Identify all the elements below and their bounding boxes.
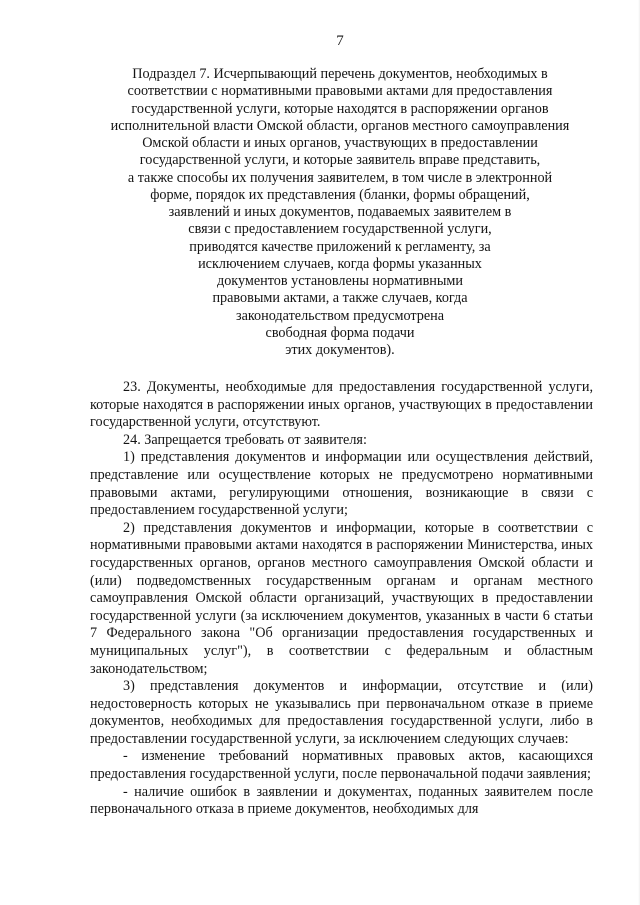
heading-line: этих документов). [285, 342, 395, 358]
list-item-2: 2) представления документов и информации, которые в соответствии с нормативными правовыми актами находятся в распоряжении Министерства, иных государственных органов, органов местного самоуправления Омской области и (или) подведомственных государственным органам и органам местного самоуправления Омской области организаций, участвующих в предоставлении государственной услуги (за исключением документов, указанных в части 6 статьи 7 Федерального закона "Об организации предоставления государственных и муниципальных услуг"), в соответствии с федеральным и областным законодательством; [90, 519, 593, 677]
heading-line: государственной услуги, и которые заявитель вправе представить, [139, 152, 541, 169]
list-item-3: 3) представления документов и информации, отсутствие и (или) недостоверность которых не указывались при первоначальном отказе в приеме документов, необходимых для предоставления государственной услуги, либо в предоставлении государственной услуги, за исключением следующих случаев: [90, 678, 593, 747]
page-number: 7 [336, 33, 344, 49]
heading-line: свободная форма подачи [265, 324, 415, 341]
heading-line: законодательством предусмотрена [235, 307, 445, 324]
heading-line: документов установлены нормативными [216, 273, 463, 289]
heading-line: исполнительной власти Омской области, органов местного самоуправления [110, 117, 570, 134]
subsection-heading [90, 66, 590, 359]
heading-line: приводятся качестве приложений к регламенту, за [189, 238, 491, 255]
exception-item: - изменение требований нормативных правовых актов, касающихся предоставления государственной услуги, после первоначальной подачи заявления; [90, 748, 593, 783]
heading-line: правовыми актами, а также случаев, когда [212, 290, 468, 307]
document-body [90, 379, 593, 819]
exception-item: - наличие ошибок в заявлении и документах, поданных заявителем после первоначального отказа в приеме документов, необходимых для [90, 783, 593, 818]
heading-line: а также способы их получения заявителем, в том числе в электронной [127, 169, 553, 186]
heading-line: связи с предоставлением государственной услуги, [188, 221, 492, 238]
heading-line: форме, порядок их представления (бланки, формы обращений, [150, 186, 530, 203]
list-item-1: 1) представления документов и информации или осуществления действий, представление или осуществление которых не предусмотрено нормативными правовыми актами, регулирующими отношения, возникающие в связи с предоставлением государственной услуги; [90, 449, 593, 519]
heading-line: исключением случаев, когда формы указанных [198, 255, 482, 272]
heading-line: заявлений и иных документов, подаваемых заявителем в [168, 204, 512, 220]
heading-line: Подраздел 7. Исчерпывающий перечень документов, необходимых в [132, 66, 548, 82]
heading-line: Омской области и иных органов, участвующих в предоставлении [142, 135, 538, 151]
paragraph-23: 23. Документы, необходимые для предоставления государственной услуги, которые находятся в распоряжении иных органов, участвующих в предоставлении государственной услуги, отсутствуют. [90, 379, 593, 431]
heading-line: соответствии с нормативными правовыми актами для предоставления [127, 83, 553, 100]
heading-line: государственной услуги, которые находятся в распоряжении органов [131, 100, 549, 117]
paragraph-24: 24. Запрещается требовать от заявителя: [123, 431, 367, 448]
